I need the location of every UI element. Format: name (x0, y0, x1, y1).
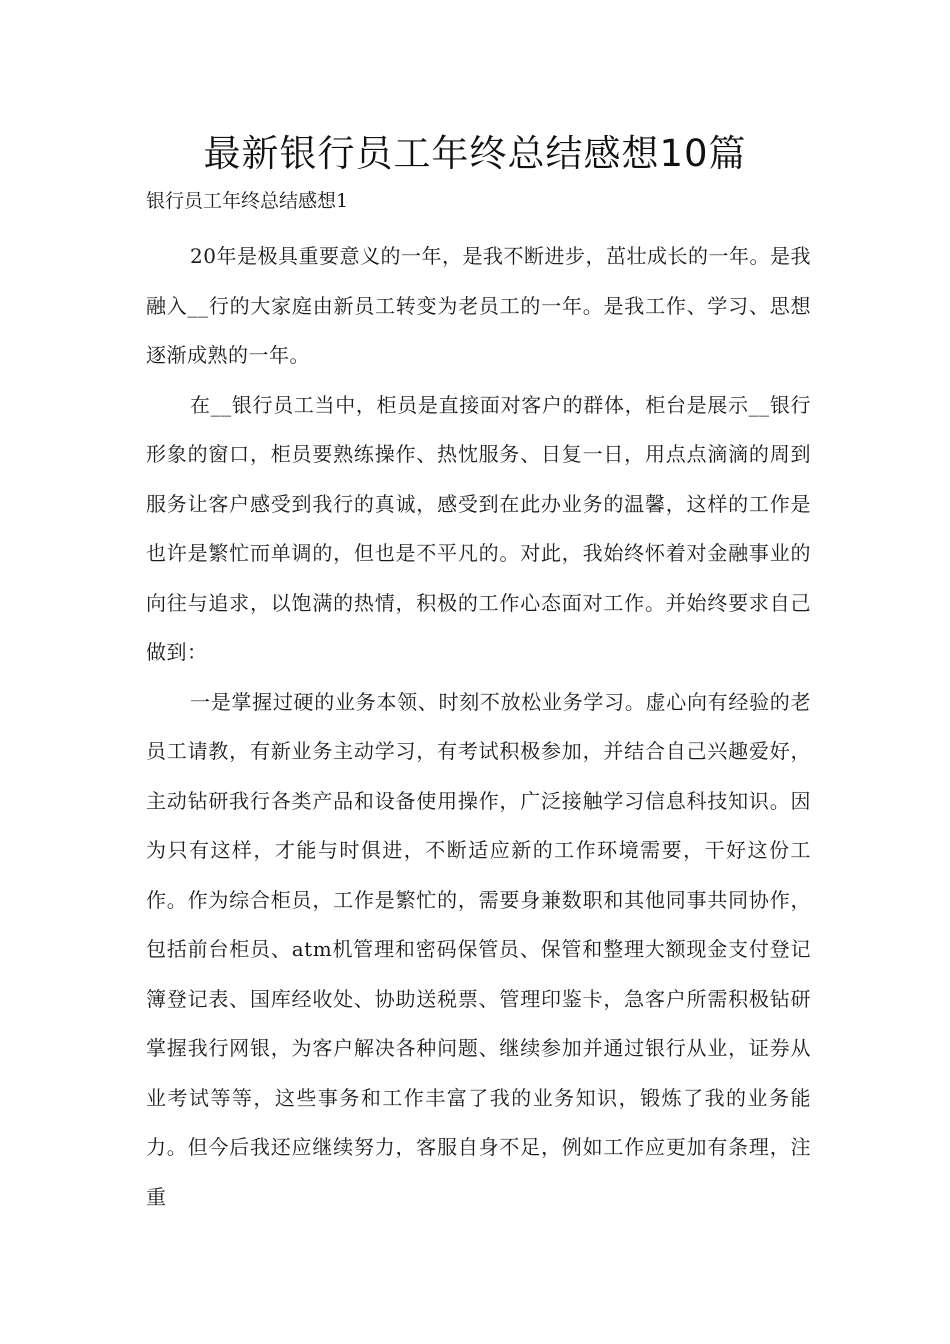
section-heading: 银行员工年终总结感想1 (146, 190, 349, 212)
paragraph-1: 20年是极具重要意义的一年，是我不断进步，茁壮成长的一年。是我融入__行的大家庭由新员工转变为老员工的一年。是我工作、学习、思想逐渐成熟的一年。 (146, 244, 811, 367)
document-body (146, 232, 811, 1222)
document-title: 最新银行员工年终总结感想10篇 (203, 132, 747, 175)
paragraph-2: 在__银行员工当中，柜员是直接面对客户的群体，柜台是展示__银行形象的窗口，柜员要熟练操作、热忱服务、日复一日，用点点滴滴的周到服务让客户感受到我行的真诚，感受到在此办业务的温馨，这样的工作是也许是繁忙而单调的，但也是不平凡的。对此，我始终怀着对金融事业的向往与追求，以饱满的热情，积极的工作心态面对工作。并始终要求自己做到： (146, 392, 811, 664)
paragraph-3: 一是掌握过硬的业务本领、时刻不放松业务学习。虚心向有经验的老员工请教，有新业务主动学习，有考试积极参加，并结合自己兴趣爱好，主动钻研我行各类产品和设备使用操作，广泛接触学习信息科技知识。因为只有这样，才能与时俱进，不断适应新的工作环境需要，干好这份工作。作为综合柜员，工作是繁忙的，需要身兼数职和其他同事共同协作，包括前台柜员、atm机管理和密码保管员、保管和整理大额现金支付登记簿登记表、国库经收处、协助送税票、管理印鉴卡，急客户所需积极钻研掌握我行网银，为客户解决各种问题、继续参加并通过银行从业，证券从业考试等等，这些事务和工作丰富了我的业务知识，锻炼了我的业务能力。但今后我还应继续努力，客服自身不足，例如工作应更加有条理，注重 (146, 689, 811, 1209)
